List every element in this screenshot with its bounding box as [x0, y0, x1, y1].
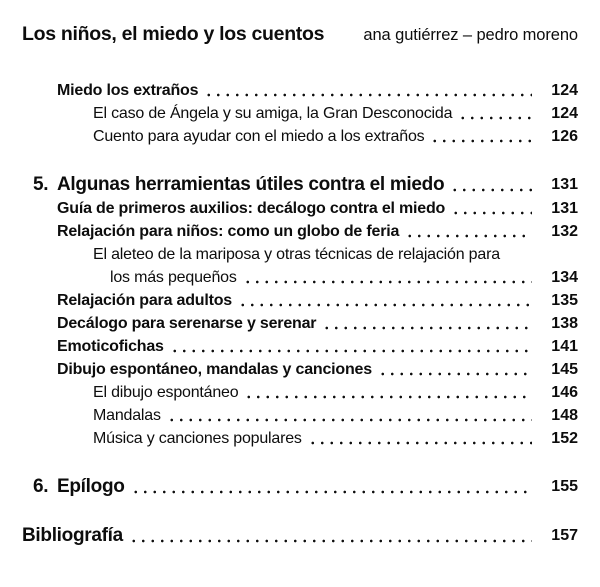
toc-entry-label: Música y canciones populares	[93, 430, 302, 447]
dot-leader	[306, 427, 532, 450]
toc-entry	[0, 289, 578, 312]
dot-leader	[129, 474, 532, 499]
toc-section	[0, 474, 578, 499]
toc-entry	[0, 335, 578, 358]
dot-leader	[242, 381, 532, 404]
dot-leader	[168, 335, 532, 358]
toc-entry-label: Bibliografía	[22, 525, 123, 546]
dot-leader	[403, 220, 532, 243]
toc-entry-label: Algunas herramientas útiles contra el miedo	[57, 174, 445, 195]
toc-entry	[0, 243, 578, 266]
toc-entry-label: Epílogo	[57, 476, 125, 497]
page-number: 138	[551, 315, 578, 332]
toc-entry-label: Miedo los extraños	[57, 82, 199, 99]
page-number: 135	[551, 292, 578, 309]
toc-section	[0, 172, 578, 450]
dot-leader	[448, 172, 532, 197]
dot-leader	[127, 523, 532, 548]
book-authors: ana gutiérrez – pedro moreno	[363, 26, 578, 44]
page-number: 152	[551, 430, 578, 447]
toc-entry	[0, 79, 578, 102]
toc-entry	[0, 266, 578, 289]
page-number: 148	[551, 407, 578, 424]
page-header	[22, 23, 578, 46]
dot-leader	[320, 312, 532, 335]
page-number: 131	[551, 176, 578, 193]
page-number: 124	[551, 105, 578, 122]
toc-entry-label: Guía de primeros auxilios: decálogo contra el miedo	[57, 200, 446, 217]
toc-entry-label: Mandalas	[93, 407, 161, 424]
toc-entry-label: los más pequeños	[110, 269, 237, 286]
toc-entry	[0, 172, 578, 197]
page-number: 124	[551, 82, 578, 99]
toc-entry	[0, 358, 578, 381]
page-number: 141	[551, 338, 578, 355]
page-number: 155	[551, 478, 578, 495]
toc-entry	[0, 125, 578, 148]
toc-entry	[0, 102, 578, 125]
dot-leader	[241, 266, 532, 289]
toc-section	[0, 523, 578, 548]
toc-entry-label: El aleteo de la mariposa y otras técnicas de relajación para	[93, 246, 500, 263]
chapter-number: 6.	[33, 476, 49, 497]
toc-entry-label: El caso de Ángela y su amiga, la Gran Desconocida	[93, 105, 453, 122]
toc	[0, 79, 578, 548]
toc-entry-label: Emoticofichas	[57, 338, 164, 355]
toc-entry	[0, 220, 578, 243]
toc-page	[0, 23, 600, 587]
book-title: Los niños, el miedo y los cuentos	[22, 23, 325, 45]
toc-entry	[0, 312, 578, 335]
dot-leader	[456, 102, 532, 125]
dot-leader	[428, 125, 532, 148]
dot-leader	[376, 358, 532, 381]
dot-leader	[202, 79, 532, 102]
toc-entry-label: El dibujo espontáneo	[93, 384, 239, 401]
toc-entry	[0, 381, 578, 404]
toc-entry	[0, 404, 578, 427]
toc-entry-label: Relajación para niños: como un globo de feria	[57, 223, 400, 240]
toc-entry	[0, 523, 578, 548]
toc-entry	[0, 197, 578, 220]
toc-entry	[0, 474, 578, 499]
toc-entry-label: Dibujo espontáneo, mandalas y canciones	[57, 361, 372, 378]
page-number: 145	[551, 361, 578, 378]
page-number: 126	[551, 128, 578, 145]
toc-entry-label: Relajación para adultos	[57, 292, 233, 309]
dot-leader	[449, 197, 532, 220]
toc-entry-label: Decálogo para serenarse y serenar	[57, 315, 317, 332]
chapter-number: 5.	[33, 174, 49, 195]
page-number: 134	[551, 269, 578, 286]
page-number: 131	[551, 200, 578, 217]
page-number: 157	[551, 527, 578, 544]
dot-leader	[236, 289, 532, 312]
toc-entry	[0, 427, 578, 450]
toc-section	[0, 79, 578, 148]
page-number: 132	[551, 223, 578, 240]
toc-entry-label: Cuento para ayudar con el miedo a los extraños	[93, 128, 425, 145]
dot-leader	[165, 404, 532, 427]
page-number: 146	[551, 384, 578, 401]
